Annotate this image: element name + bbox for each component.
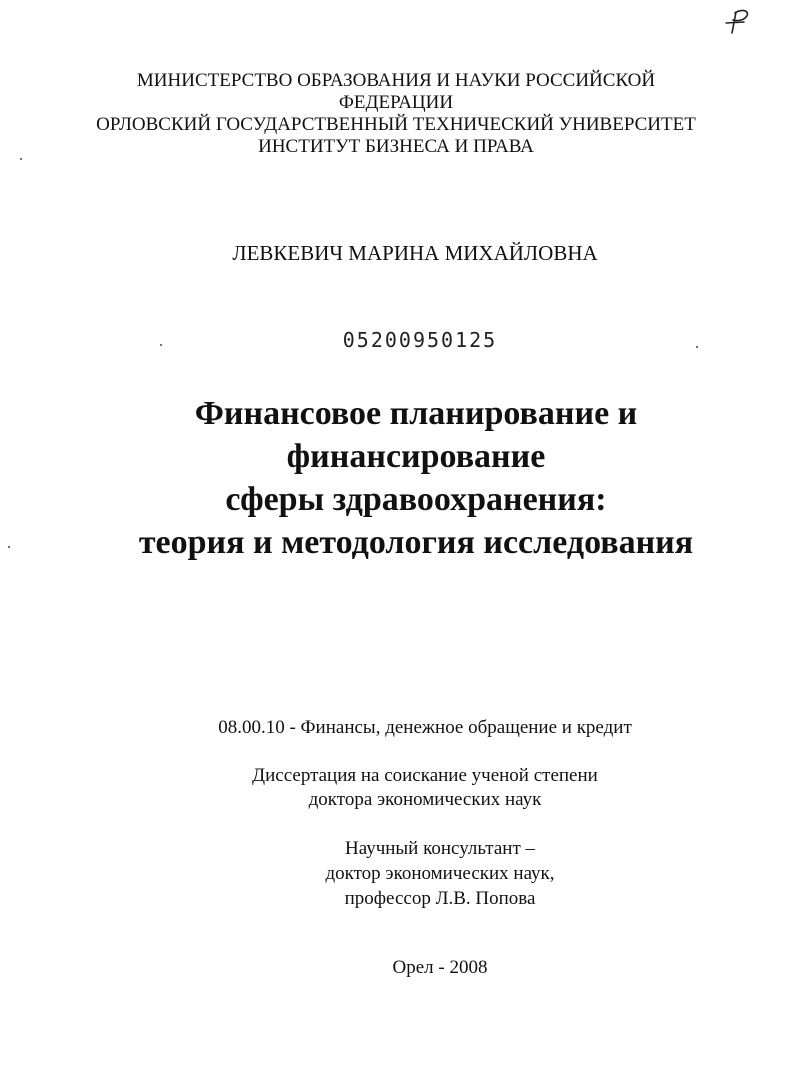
institution-header [60, 70, 732, 158]
scientific-consultant [250, 836, 630, 911]
degree-line: Диссертация на соискание ученой степени [252, 765, 598, 786]
scan-speck [8, 546, 10, 548]
header-line-ministry: МИНИСТЕРСТВО ОБРАЗОВАНИЯ И НАУКИ РОССИЙСКОЙ [136, 70, 656, 91]
scan-speck [20, 158, 22, 160]
degree-statement [130, 764, 720, 812]
consultant-line: профессор Л.В. Попова [344, 888, 536, 909]
title-line: теория и методология исследования [138, 524, 694, 561]
scan-speck [696, 346, 698, 348]
header-line-university: ОРЛОВСКИЙ ГОСУДАРСТВЕННЫЙ ТЕХНИЧЕСКИЙ УНИВЕРСИТЕТ [96, 114, 696, 135]
title-line: Финансовое планирование и [194, 395, 638, 432]
degree-line: доктора экономических наук [308, 789, 542, 810]
catalog-code: 05200950125 [342, 328, 498, 352]
header-line-federation: ФЕДЕРАЦИИ [338, 92, 454, 113]
handwritten-p-mark-icon [718, 6, 752, 36]
title-line: сферы здравоохранения: [225, 481, 607, 518]
city-year: Орел - 2008 [392, 957, 488, 978]
consultant-line: Научный консультант – [345, 838, 535, 859]
specialty-code: 08.00.10 - Финансы, денежное обращение и кредит [218, 717, 632, 738]
consultant-line: доктор экономических наук, [325, 863, 555, 884]
dissertation-title [40, 392, 792, 564]
scan-speck [160, 344, 162, 346]
author-name: ЛЕВКЕВИЧ МАРИНА МИХАЙЛОВНА [232, 241, 598, 265]
header-line-institute: ИНСТИТУТ БИЗНЕСА И ПРАВА [258, 136, 534, 157]
title-line: финансирование [286, 438, 546, 475]
